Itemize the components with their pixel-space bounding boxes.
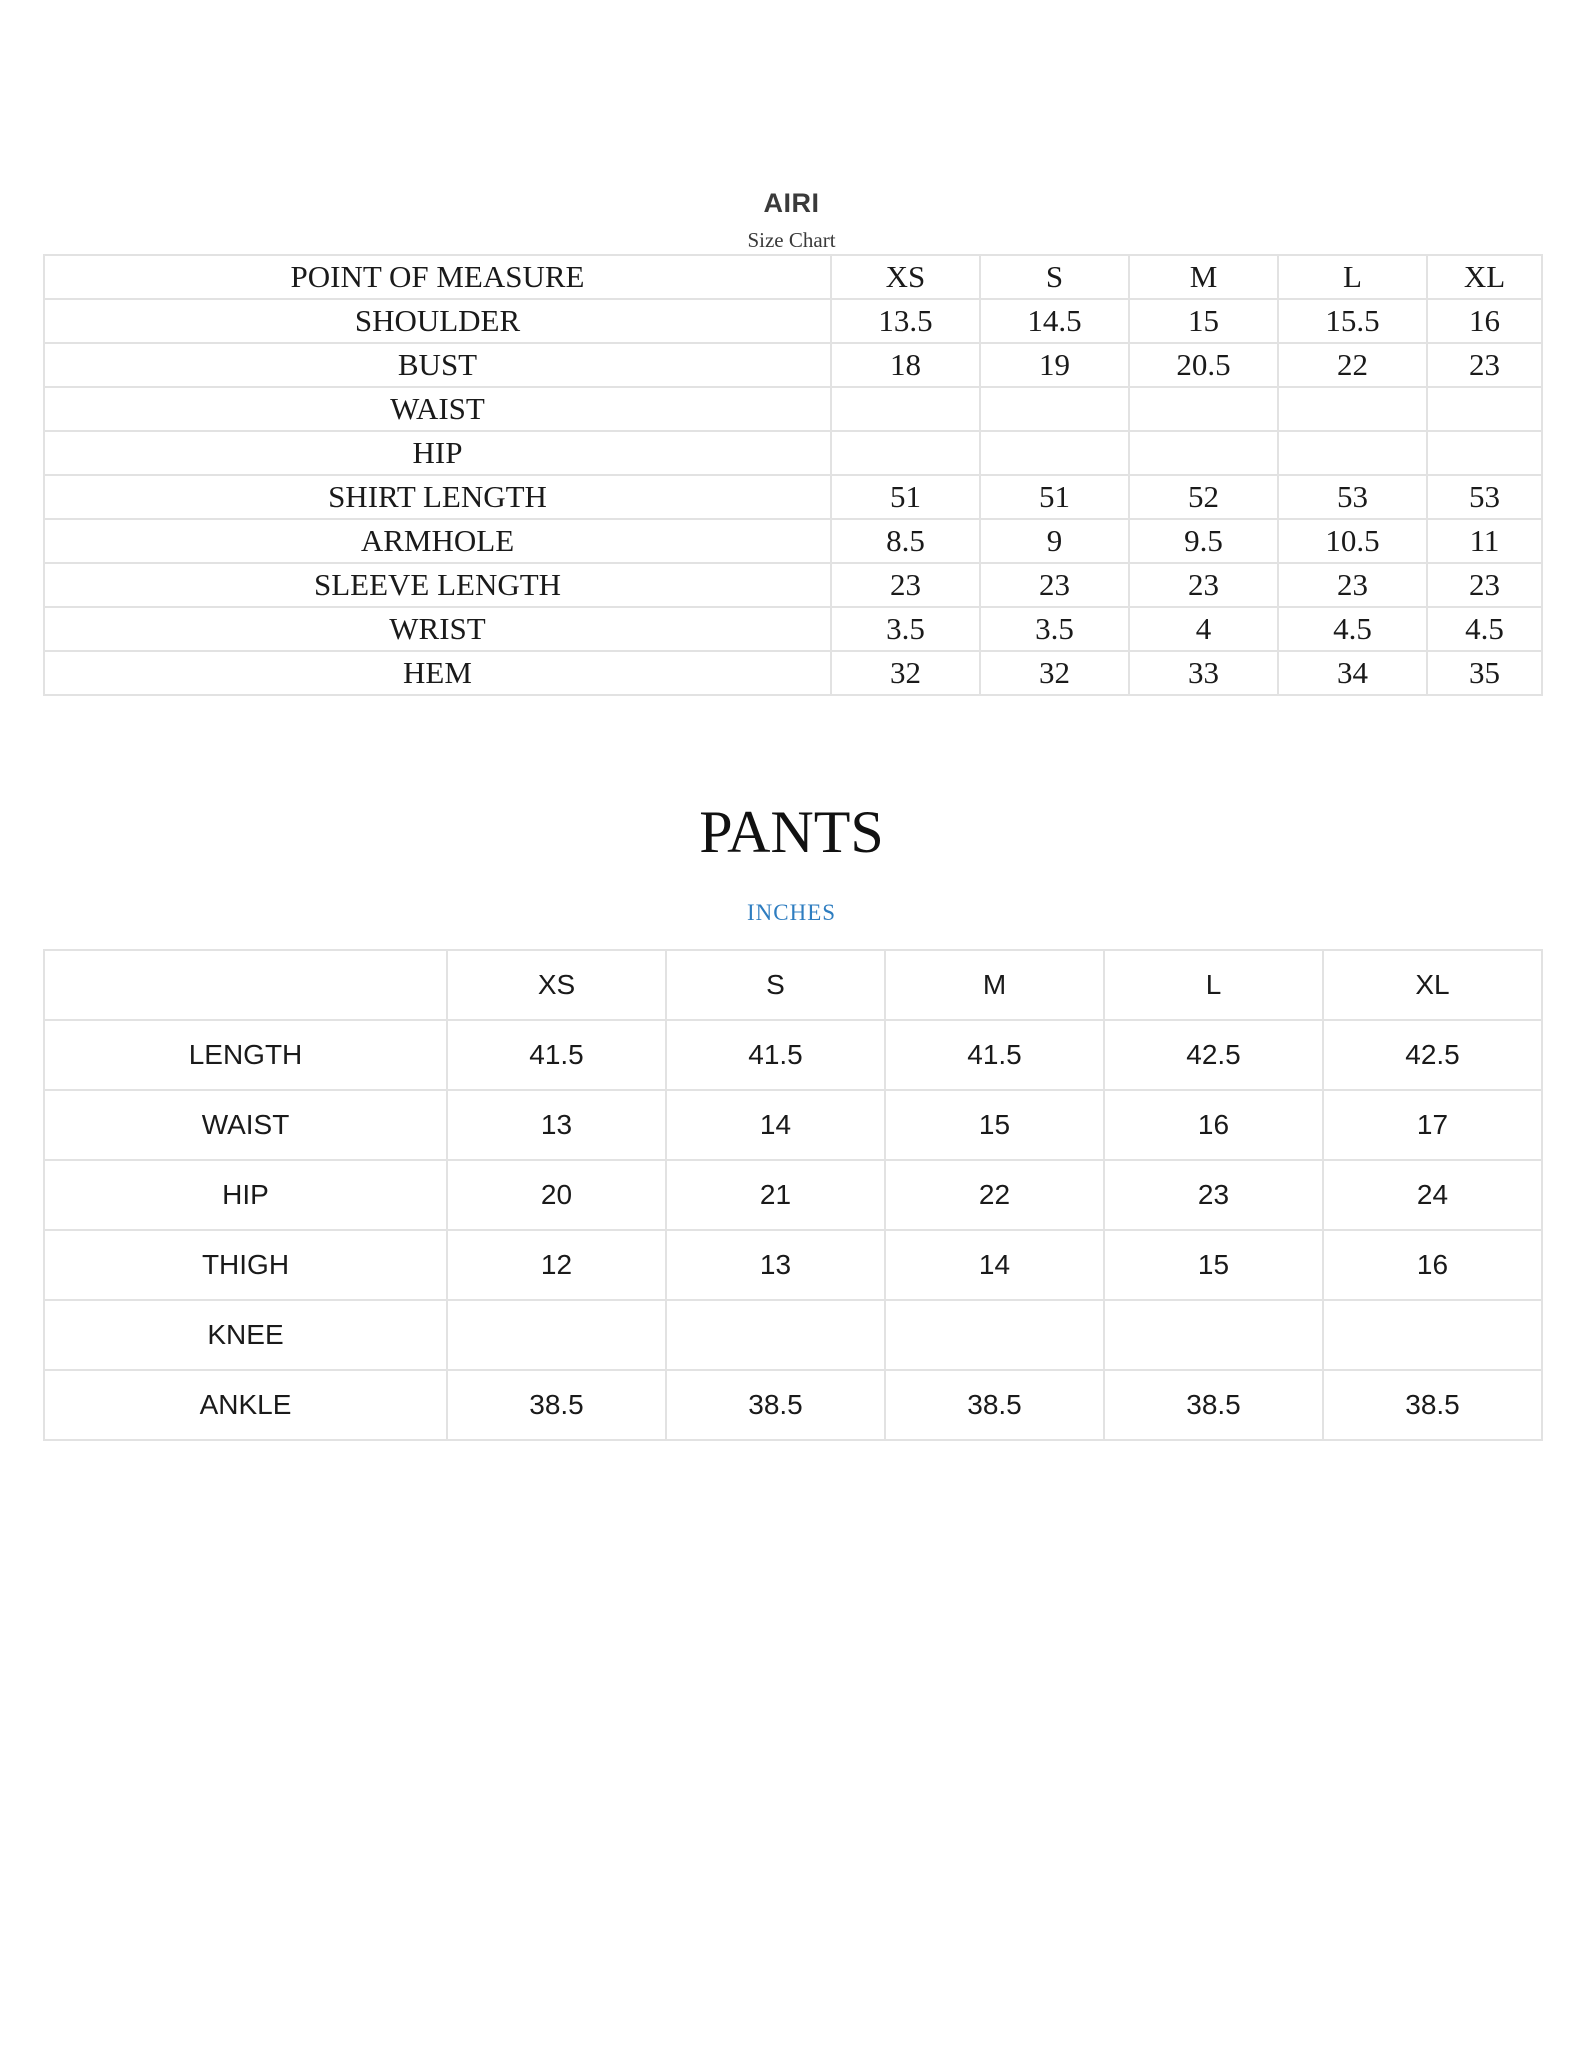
shirt-value-cell xyxy=(1427,431,1542,475)
shirt-value-cell: 23 xyxy=(1278,563,1427,607)
shirt-value-cell: 32 xyxy=(980,651,1129,695)
shirt-measure-label: SLEEVE LENGTH xyxy=(44,563,831,607)
pants-value-cell: 15 xyxy=(885,1090,1104,1160)
pants-value-cell xyxy=(1104,1300,1323,1370)
shirt-value-cell: 19 xyxy=(980,343,1129,387)
chart-subtitle: Size Chart xyxy=(747,228,836,252)
pants-value-cell: 15 xyxy=(1104,1230,1323,1300)
pants-row xyxy=(44,1230,1542,1300)
pants-row xyxy=(44,1020,1542,1090)
pants-header-cell: L xyxy=(1104,950,1323,1020)
pants-row xyxy=(44,1300,1542,1370)
pants-value-cell xyxy=(447,1300,666,1370)
pants-value-cell: 38.5 xyxy=(666,1370,885,1440)
shirt-value-cell: 22 xyxy=(1278,343,1427,387)
shirt-value-cell: 15.5 xyxy=(1278,299,1427,343)
shirt-value-cell xyxy=(980,431,1129,475)
pants-header-cell: XL xyxy=(1323,950,1542,1020)
shirt-value-cell: 16 xyxy=(1427,299,1542,343)
shirt-value-cell: 52 xyxy=(1129,475,1278,519)
pants-value-cell: 41.5 xyxy=(666,1020,885,1090)
shirt-header-cell: S xyxy=(980,255,1129,299)
pants-value-cell: 22 xyxy=(885,1160,1104,1230)
pants-measure-label: KNEE xyxy=(44,1300,447,1370)
pants-header-cell: XS xyxy=(447,950,666,1020)
shirt-value-cell: 32 xyxy=(831,651,980,695)
shirt-row xyxy=(44,651,1542,695)
pants-measure-label: ANKLE xyxy=(44,1370,447,1440)
shirt-value-cell: 11 xyxy=(1427,519,1542,563)
shirt-value-cell: 13.5 xyxy=(831,299,980,343)
pants-value-cell: 21 xyxy=(666,1160,885,1230)
shirt-value-cell xyxy=(1427,387,1542,431)
shirt-measure-label: WRIST xyxy=(44,607,831,651)
pants-value-cell: 12 xyxy=(447,1230,666,1300)
shirt-header-cell: XS xyxy=(831,255,980,299)
shirt-value-cell: 51 xyxy=(980,475,1129,519)
pants-value-cell: 42.5 xyxy=(1323,1020,1542,1090)
shirt-value-cell: 23 xyxy=(831,563,980,607)
shirt-value-cell: 23 xyxy=(1427,563,1542,607)
shirt-row xyxy=(44,343,1542,387)
shirt-value-cell: 23 xyxy=(1427,343,1542,387)
pants-row xyxy=(44,1090,1542,1160)
pants-value-cell: 41.5 xyxy=(447,1020,666,1090)
shirt-row xyxy=(44,519,1542,563)
pants-value-cell: 16 xyxy=(1104,1090,1323,1160)
shirt-value-cell: 14.5 xyxy=(980,299,1129,343)
shirt-value-cell: 34 xyxy=(1278,651,1427,695)
pants-size-table xyxy=(43,949,1543,1441)
shirt-row xyxy=(44,563,1542,607)
shirt-value-cell: 9.5 xyxy=(1129,519,1278,563)
shirt-value-cell: 23 xyxy=(980,563,1129,607)
pants-row xyxy=(44,1370,1542,1440)
shirt-size-table xyxy=(43,254,1543,696)
shirt-value-cell: 3.5 xyxy=(831,607,980,651)
shirt-measure-label: HEM xyxy=(44,651,831,695)
pants-value-cell: 16 xyxy=(1323,1230,1542,1300)
pants-value-cell: 42.5 xyxy=(1104,1020,1323,1090)
shirt-header-row xyxy=(44,255,1542,299)
shirt-row xyxy=(44,299,1542,343)
shirt-value-cell: 53 xyxy=(1278,475,1427,519)
shirt-value-cell: 20.5 xyxy=(1129,343,1278,387)
pants-value-cell: 38.5 xyxy=(447,1370,666,1440)
shirt-header-cell: XL xyxy=(1427,255,1542,299)
pants-measure-label: HIP xyxy=(44,1160,447,1230)
shirt-value-cell: 35 xyxy=(1427,651,1542,695)
pants-value-cell: 14 xyxy=(885,1230,1104,1300)
shirt-value-cell: 15 xyxy=(1129,299,1278,343)
chart-title: AIRI xyxy=(763,188,820,218)
pants-value-cell: 14 xyxy=(666,1090,885,1160)
shirt-row xyxy=(44,475,1542,519)
pants-row xyxy=(44,1160,1542,1230)
pants-value-cell: 23 xyxy=(1104,1160,1323,1230)
shirt-value-cell: 4.5 xyxy=(1278,607,1427,651)
shirt-value-cell xyxy=(980,387,1129,431)
shirt-value-cell: 4 xyxy=(1129,607,1278,651)
shirt-value-cell: 18 xyxy=(831,343,980,387)
shirt-header-cell: L xyxy=(1278,255,1427,299)
pants-value-cell xyxy=(1323,1300,1542,1370)
pants-header-cell: S xyxy=(666,950,885,1020)
shirt-header-cell: M xyxy=(1129,255,1278,299)
pants-header-row xyxy=(44,950,1542,1020)
pants-value-cell: 13 xyxy=(447,1090,666,1160)
pants-value-cell xyxy=(885,1300,1104,1370)
shirt-header-cell: POINT OF MEASURE xyxy=(44,255,831,299)
pants-header-cell xyxy=(44,950,447,1020)
pants-value-cell: 41.5 xyxy=(885,1020,1104,1090)
shirt-row xyxy=(44,431,1542,475)
shirt-measure-label: ARMHOLE xyxy=(44,519,831,563)
shirt-value-cell xyxy=(831,387,980,431)
pants-value-cell: 13 xyxy=(666,1230,885,1300)
shirt-value-cell xyxy=(831,431,980,475)
shirt-value-cell: 8.5 xyxy=(831,519,980,563)
shirt-measure-label: SHOULDER xyxy=(44,299,831,343)
shirt-value-cell xyxy=(1278,431,1427,475)
pants-title: PANTS xyxy=(699,799,884,865)
shirt-value-cell xyxy=(1278,387,1427,431)
shirt-value-cell: 51 xyxy=(831,475,980,519)
shirt-measure-label: BUST xyxy=(44,343,831,387)
pants-header-cell: M xyxy=(885,950,1104,1020)
shirt-value-cell: 3.5 xyxy=(980,607,1129,651)
shirt-measure-label: SHIRT LENGTH xyxy=(44,475,831,519)
shirt-measure-label: WAIST xyxy=(44,387,831,431)
shirt-row xyxy=(44,607,1542,651)
shirt-value-cell: 23 xyxy=(1129,563,1278,607)
pants-value-cell: 38.5 xyxy=(885,1370,1104,1440)
shirt-value-cell: 4.5 xyxy=(1427,607,1542,651)
pants-measure-label: LENGTH xyxy=(44,1020,447,1090)
shirt-value-cell: 10.5 xyxy=(1278,519,1427,563)
pants-value-cell: 38.5 xyxy=(1323,1370,1542,1440)
pants-value-cell: 17 xyxy=(1323,1090,1542,1160)
pants-value-cell: 20 xyxy=(447,1160,666,1230)
shirt-value-cell xyxy=(1129,431,1278,475)
pants-measure-label: WAIST xyxy=(44,1090,447,1160)
pants-value-cell xyxy=(666,1300,885,1370)
shirt-value-cell xyxy=(1129,387,1278,431)
pants-value-cell: 38.5 xyxy=(1104,1370,1323,1440)
pants-unit-label: INCHES xyxy=(746,900,837,925)
shirt-measure-label: HIP xyxy=(44,431,831,475)
shirt-value-cell: 9 xyxy=(980,519,1129,563)
shirt-value-cell: 53 xyxy=(1427,475,1542,519)
shirt-row xyxy=(44,387,1542,431)
shirt-value-cell: 33 xyxy=(1129,651,1278,695)
pants-measure-label: THIGH xyxy=(44,1230,447,1300)
pants-value-cell: 24 xyxy=(1323,1160,1542,1230)
